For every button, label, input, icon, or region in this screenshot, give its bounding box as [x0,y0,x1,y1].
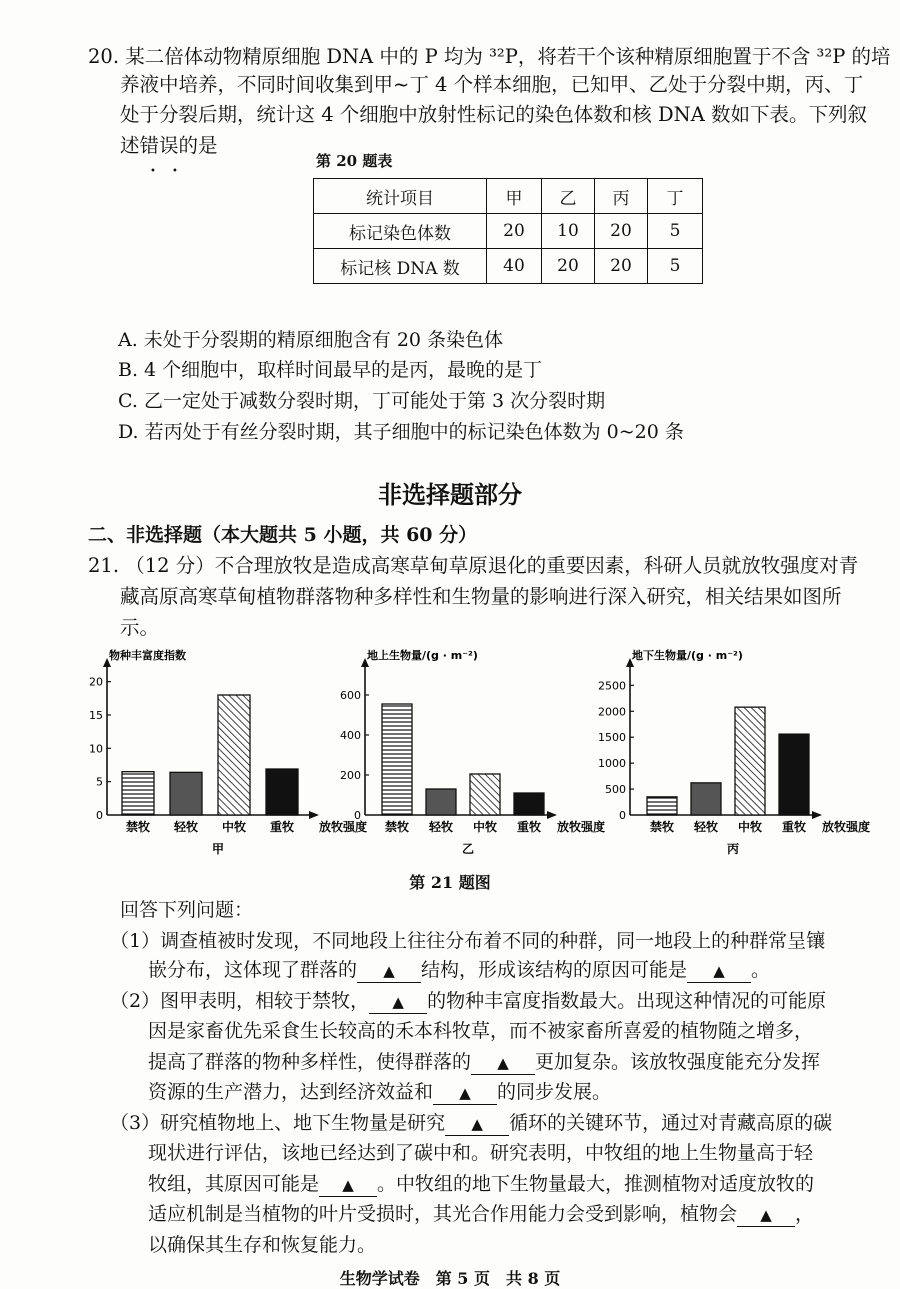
q21-stem-line-2: 藏高原高寒草甸植物群落物种多样性和生物量的影响进行深入研究，相关结果如图所 [120,585,842,608]
x-tick-label: 重牧 [269,820,295,834]
bar-禁牧 [647,797,677,815]
text: （2）图甲表明，相较于禁牧， [110,990,370,1012]
x-tick-label: 禁牧 [384,820,410,834]
y-tick-label: 20 [89,675,103,689]
q20-table-caption: 第 20 题表 [316,152,393,170]
table-row [314,214,703,249]
q21-p3-line-3 [148,1169,814,1199]
q21-answer-prompt: 回答下列问题： [120,899,254,921]
q21-p2-line-4 [148,1077,611,1107]
q21-stem-line-1: 21. （12 分）不合理放牧是造成高寒草甸草原退化的重要因素，科研人员就放牧强度对青 [88,554,859,577]
panel-label: 丙 [726,842,740,856]
y-tick-label: 500 [605,783,626,797]
emphasis-dot: • [150,166,156,177]
q20-option-a: A. 未处于分裂期的精原细胞含有 20 条染色体 [118,329,504,351]
y-axis-label: 物种丰富度指数 [109,649,186,662]
q20-option-b: B. 4 个细胞中，取样时间最早的是丙，最晚的是丁 [118,359,543,381]
bar-禁牧 [382,704,412,815]
x-tick-label: 中牧 [472,820,498,834]
y-tick-label: 5 [96,775,103,789]
x-axis-arrow [812,811,822,819]
bar-重牧 [514,793,544,815]
y-tick-label: 1000 [598,757,626,771]
q21-p1-line-1: （1）调查植被时发现，不同地段上往往分布着不同的种群，同一地段上的种群常呈镶 [110,930,826,952]
q21-p2-line-3 [148,1047,820,1077]
bar-中牧 [735,707,765,815]
y-tick-label: 15 [89,709,103,722]
table-cell: 标记染色体数 [314,214,487,249]
y-tick-label: 2500 [598,679,626,693]
q20-option-d: D. 若丙处于有丝分裂时期，其子细胞中的标记染色体数为 0~20 条 [118,421,684,443]
text: 的同步发展。 [497,1081,612,1103]
y-tick-label: 600 [340,689,361,702]
panel-label: 甲 [211,842,225,856]
answer-blank[interactable]: ▲ [357,960,421,983]
text: 适应机制是当植物的叶片受损时，其光合作用能力会受到影响，植物会 [148,1203,738,1225]
table-header-cell: 统计项目 [314,179,487,214]
table-cell: 5 [648,249,703,284]
q20-option-c: C. 乙一定处于减数分裂时期，丁可能处于第 3 次分裂时期 [118,390,606,412]
chart-belowground-biomass [585,648,895,863]
text: 。 [751,959,771,981]
panel-label: 乙 [461,842,475,856]
page-footer: 生物学试卷 第 5 页 共 8 页 [339,1269,561,1288]
x-tick-label: 轻牧 [173,820,199,834]
text: 循环的关键环节，通过对青藏高原的碳 [509,1112,833,1134]
answer-blank[interactable]: ▲ [687,960,751,983]
bar-中牧 [218,695,250,815]
chart-aboveground-biomass [330,648,620,863]
bar-轻牧 [691,783,721,815]
table-cell: 10 [542,214,595,249]
table-cell: 20 [487,214,542,249]
answer-blank[interactable]: ▲ [433,1082,497,1105]
x-tick-label: 重牧 [516,820,542,834]
answer-blank[interactable]: ▲ [445,1113,509,1136]
table-header-cell: 甲 [487,179,542,214]
y-axis-label: 地下生物量/(g · m⁻²) [632,649,743,662]
q21-p3-line-5: 以确保其生存和恢复能力。 [148,1234,377,1256]
text: 结构，形成该结构的原因可能是 [421,959,688,981]
q20-table [313,178,703,284]
table-cell: 40 [487,249,542,284]
table-cell: 20 [595,214,648,249]
table-cell: 20 [595,249,648,284]
bar-禁牧 [122,772,154,815]
text: 。中牧组的地下生物量最大，推测植物对适度放牧的 [377,1173,815,1195]
bar-轻牧 [170,772,202,815]
q21-p3-line-2: 现状进行评估，该地已经达到了碳中和。研究表明，中牧组的地上生物量高于轻 [148,1142,814,1164]
y-tick-label: 0 [354,809,361,822]
emphasis-dot: • [172,166,178,177]
text: （3）研究植物地上、地下生物量是研究 [110,1112,446,1134]
x-tick-label: 重牧 [781,820,807,834]
table-cell: 标记核 DNA 数 [314,249,487,284]
q20-stem-line-4 [120,131,218,177]
text: 提高了群落的物种多样性，使得群落的 [148,1051,472,1073]
q21-p3-line-1 [110,1108,832,1138]
x-tick-label: 轻牧 [693,820,719,834]
y-tick-label: 2000 [598,705,626,719]
x-axis-arrow [547,811,557,819]
x-axis-arrow [309,811,319,819]
bar-重牧 [779,734,809,815]
q20-stem-line-1: 20. 某二倍体动物精原细胞 DNA 中的 P 均为 ³²P，将若干个该种精原细胞置于不含 ³²P 的培 [88,45,891,68]
table-cell: 5 [648,214,703,249]
q20-stem-line-2: 养液中培养，不同时间收集到甲~丁 4 个样本细胞，已知甲、乙处于分裂中期，丙、丁 [120,73,864,96]
answer-blank[interactable]: ▲ [369,991,427,1014]
bar-中牧 [470,774,500,815]
q20-stem-text: 述错误的是 [120,134,218,157]
q21-p2-line-2: 因是家畜优先采食生长较高的禾本科牧草，而不被家畜所喜爱的植物随之增多， [148,1020,814,1042]
x-axis-label: 放牧强度 [319,820,368,834]
text: 资源的生产潜力，达到经济效益和 [148,1081,434,1103]
y-tick-label: 400 [340,729,361,742]
text: ， [795,1203,815,1225]
x-tick-label: 禁牧 [649,820,675,834]
q21-figure-caption: 第 21 题图 [409,873,491,892]
x-axis-label: 放牧强度 [557,820,606,834]
text: 的物种丰富度指数最大。出现这种情况的可能原 [427,990,827,1012]
q20-stem-line-3: 处于分裂后期，统计这 4 个细胞中放射性标记的染色体数和核 DNA 数如下表。下列叙 [120,103,867,126]
table-header-cell: 丁 [648,179,703,214]
answer-blank[interactable]: ▲ [737,1204,795,1227]
bar-重牧 [266,769,298,815]
y-tick-label: 0 [619,809,626,822]
q21-p2-line-1 [110,986,826,1016]
table-header-row [314,179,703,214]
x-axis-label: 放牧强度 [822,820,871,834]
table-cell: 20 [542,249,595,284]
y-tick-label: 0 [96,809,103,822]
answer-blank[interactable]: ▲ [319,1174,377,1197]
text: 嵌分布，这体现了群落的 [148,959,358,981]
q21-p3-line-4 [148,1199,814,1229]
y-axis-label: 地上生物量/(g · m⁻²) [367,649,478,662]
x-tick-label: 中牧 [737,820,763,834]
text: 更加复杂。该放牧强度能充分发挥 [535,1051,821,1073]
text: 牧组，其原因可能是 [148,1173,320,1195]
section-title: 非选择题部分 [378,480,522,509]
x-tick-label: 中牧 [221,820,247,834]
x-tick-label: 轻牧 [428,820,454,834]
part2-heading: 二、非选择题（本大题共 5 小题，共 60 分） [88,524,478,546]
table-header-cell: 乙 [542,179,595,214]
y-tick-label: 200 [340,769,361,782]
table-row [314,249,703,284]
x-tick-label: 禁牧 [125,820,151,834]
q21-stem-line-3: 示。 [120,616,160,639]
y-tick-label: 1500 [598,731,626,745]
table-header-cell: 丙 [595,179,648,214]
bar-轻牧 [426,789,456,815]
answer-blank[interactable]: ▲ [471,1052,535,1075]
q21-p1-line-2 [148,955,770,985]
y-tick-label: 10 [89,742,103,756]
